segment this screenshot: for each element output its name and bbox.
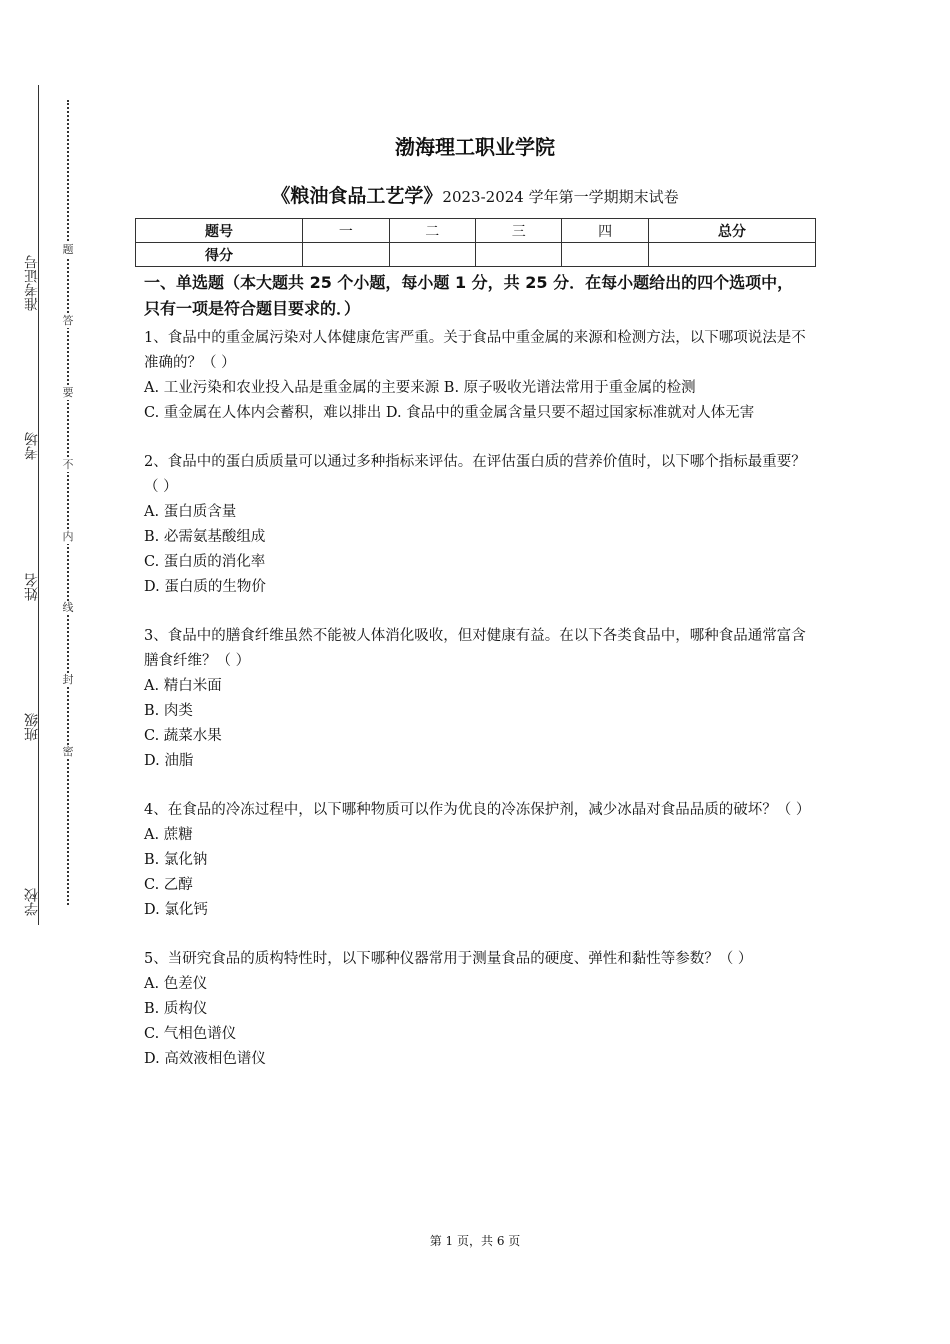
section-title: 一、单选题（本大题共 25 个小题，每小题 1 分，共 25 分．在每小题给出的四个选项中，只有一项是符合题目要求的．）	[144, 273, 794, 318]
option: A. 精白米面	[144, 678, 222, 694]
score-cell: 三	[475, 219, 561, 243]
option: C. 气相色谱仪	[144, 1026, 237, 1042]
student-name-label: 姓名	[24, 573, 40, 601]
score-table-header-row	[136, 219, 816, 243]
option: D. 高效液相色谱仪	[144, 1051, 266, 1067]
seal-dotted-line	[67, 100, 69, 905]
question-3	[144, 624, 809, 774]
exam-content	[144, 270, 809, 1096]
exam-number-label: 准考证号	[24, 255, 40, 311]
option: C. 乙醇	[144, 877, 193, 893]
seal-char: 内	[60, 530, 76, 544]
exam-room-label: 考场	[24, 432, 40, 460]
question-4	[144, 798, 809, 923]
score-cell: 总分	[648, 219, 815, 243]
question-2	[144, 450, 809, 600]
option: D. 蛋白质的生物价	[144, 579, 266, 595]
score-table-score-row	[136, 243, 816, 267]
option: C. 蔬菜水果	[144, 728, 222, 744]
seal-char: 线	[60, 601, 76, 615]
score-cell: 一	[303, 219, 389, 243]
option: A. 色差仪	[144, 976, 208, 992]
option: A. 蔗糖	[144, 827, 193, 843]
score-input-cell[interactable]	[389, 243, 475, 267]
question-stem: 2、食品中的蛋白质质量可以通过多种指标来评估。在评估蛋白质的营养价值时，以下哪个指标最重要？（ ）	[144, 454, 806, 495]
score-input-cell[interactable]	[562, 243, 648, 267]
score-input-cell[interactable]	[303, 243, 389, 267]
course-name: 《粮油食品工艺学》	[271, 185, 443, 207]
seal-char: 要	[60, 386, 76, 400]
question-1	[144, 326, 809, 426]
exam-term: 2023-2024 学年第一学期期末试卷	[442, 188, 679, 206]
option: B. 肉类	[144, 703, 193, 719]
question-5	[144, 947, 809, 1072]
score-table	[135, 218, 816, 267]
option: D. 氯化钙	[144, 902, 208, 918]
exam-subtitle	[0, 181, 950, 208]
option: B. 质构仪	[144, 1001, 208, 1017]
option: B. 氯化钠	[144, 852, 208, 868]
question-stem: 1、食品中的重金属污染对人体健康危害严重。关于食品中重金属的来源和检测方法，以下哪项说法是不准确的？（ ）	[144, 330, 806, 371]
score-cell: 四	[562, 219, 648, 243]
score-cell: 题号	[136, 219, 303, 243]
class-label: 班级	[24, 713, 40, 741]
seal-char: 不	[60, 458, 76, 472]
question-stem: 4、在食品的冷冻过程中，以下哪种物质可以作为优良的冷冻保护剂，减少冰晶对食品品质的破坏？（ ）	[144, 802, 811, 818]
seal-char: 密	[60, 745, 76, 759]
option-row: C. 重金属在人体内会蓄积，难以排出 D. 食品中的重金属含量只要不超过国家标准就对人体无害	[144, 405, 755, 421]
seal-char: 答	[60, 314, 76, 328]
seal-char: 封	[60, 673, 76, 687]
score-input-cell[interactable]	[648, 243, 815, 267]
binding-solid-line	[38, 85, 39, 925]
seal-char: 题	[60, 243, 76, 257]
option: C. 蛋白质的消化率	[144, 554, 266, 570]
option-row: A. 工业污染和农业投入品是重金属的主要来源 B. 原子吸收光谱法常用于重金属的检测	[144, 380, 696, 396]
score-input-cell[interactable]	[475, 243, 561, 267]
question-stem: 3、食品中的膳食纤维虽然不能被人体消化吸收，但对健康有益。在以下各类食品中，哪种食品通常富含膳食纤维？（ ）	[144, 628, 806, 669]
school-label: 学校	[24, 888, 40, 916]
score-cell: 二	[389, 219, 475, 243]
school-title: 渤海理工职业学院	[395, 135, 555, 159]
option: B. 必需氨基酸组成	[144, 529, 266, 545]
option: A. 蛋白质含量	[144, 504, 237, 520]
score-cell: 得分	[136, 243, 303, 267]
question-stem: 5、当研究食品的质构特性时，以下哪种仪器常用于测量食品的硬度、弹性和黏性等参数？（ ）	[144, 951, 753, 967]
page-footer: 第 1 页，共 6 页	[429, 1234, 521, 1248]
option: D. 油脂	[144, 753, 194, 769]
